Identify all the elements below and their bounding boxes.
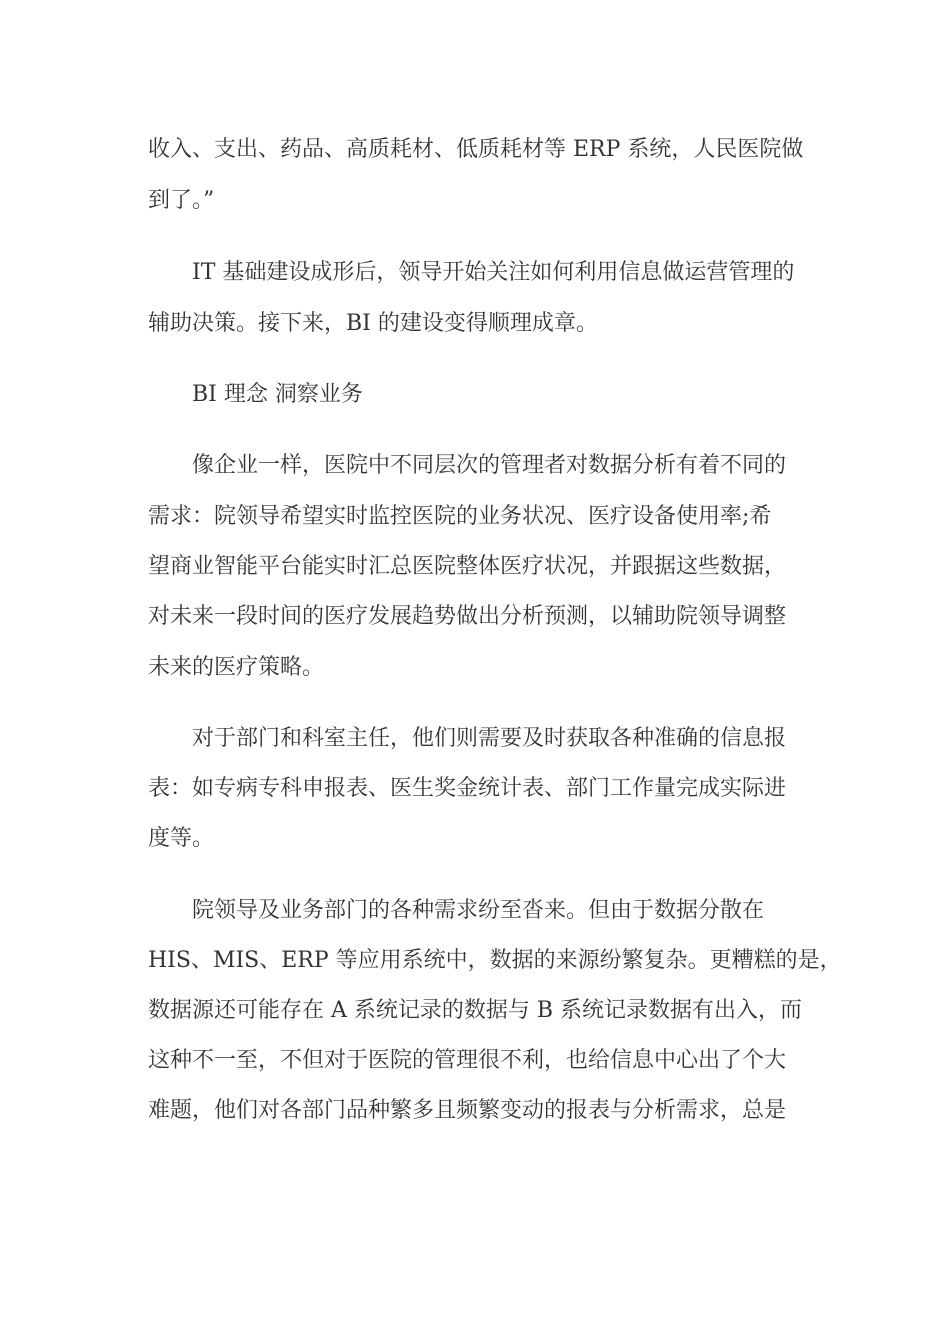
paragraph-line: 未来的医疗策略。: [148, 655, 325, 680]
paragraph-line: 需求：院领导希望实时监控医院的业务状况、医疗设备使用率;希: [148, 504, 772, 529]
paragraph-line: 对于部门和科室主任，他们则需要及时获取各种准确的信息报: [192, 726, 787, 751]
section-heading: BI 理念 洞察业务: [192, 382, 363, 407]
paragraph-line: 辅助决策。接下来，BI 的建设变得顺理成章。: [148, 311, 598, 336]
paragraph-line: 对未来一段时间的医疗发展趋势做出分析预测，以辅助院领导调整: [148, 604, 787, 629]
paragraph-line: 院领导及业务部门的各种需求纷至沓来。但由于数据分散在: [192, 898, 765, 923]
paragraph-line: 表：如专病专科申报表、医生奖金统计表、部门工作量完成实际进: [148, 776, 787, 801]
paragraph-line: 收入、支出、药品、高质耗材、低质耗材等 ERP 系统，人民医院做: [148, 137, 804, 162]
paragraph-line: 像企业一样，医院中不同层次的管理者对数据分析有着不同的: [192, 453, 787, 478]
paragraph-line: IT 基础建设成形后，领导开始关注如何利用信息做运营管理的: [192, 260, 795, 285]
paragraph-line: 度等。: [148, 826, 215, 851]
paragraph-line: 到了。”: [148, 188, 215, 213]
paragraph-line: 数据源还可能存在 A 系统记录的数据与 B 系统记录数据有出入，而: [148, 998, 803, 1023]
paragraph-line: 难题，他们对各部门品种繁多且频繁变动的报表与分析需求，总是: [148, 1098, 787, 1123]
paragraph-line: 望商业智能平台能实时汇总医院整体医疗状况，并跟据这些数据，: [148, 554, 787, 579]
paragraph-line: 这种不一至，不但对于医院的管理很不利，也给信息中心出了个大: [148, 1048, 787, 1073]
paragraph-line: HIS、MIS、ERP 等应用系统中，数据的来源纷繁复杂。更糟糕的是，: [148, 948, 842, 973]
